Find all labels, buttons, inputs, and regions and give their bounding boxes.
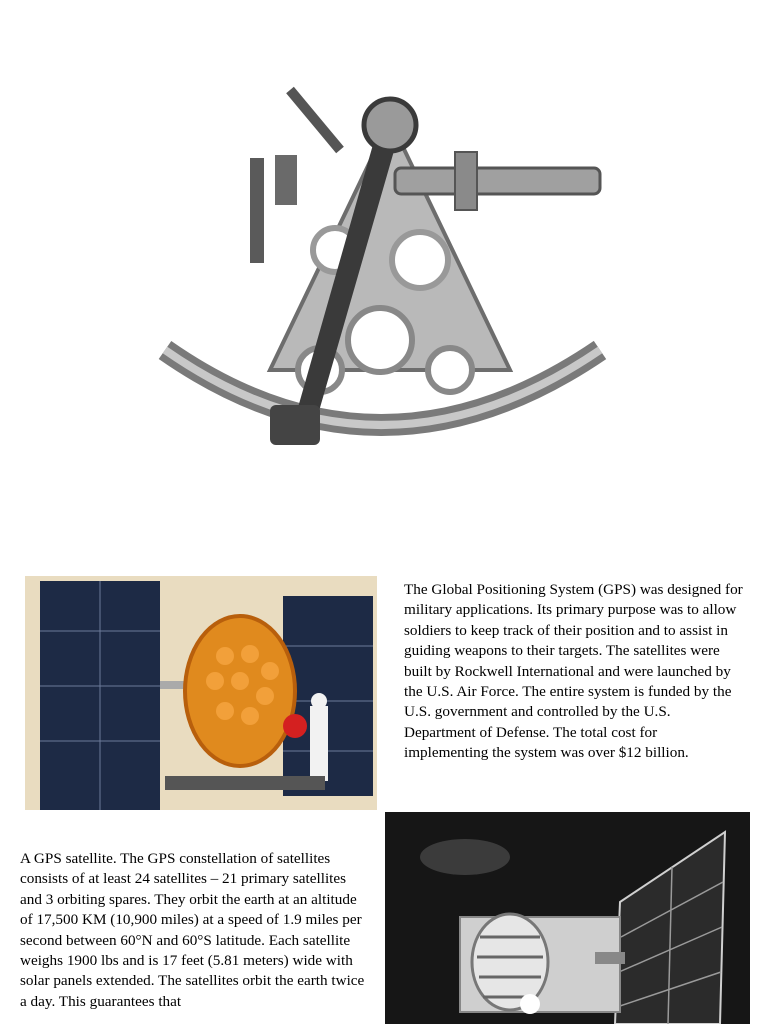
gps-overview-paragraph: The Global Positioning System (GPS) was designed for military applications. Its primary purpose was to allow soldiers to keep track of their position and to assist in guiding weapons to their targets. The satellites were built by Rockwell International and were launched by the U.S. Air Force. The entire system is funded by the U.S. government and controlled by the U.S. Department of Defense. The total cost for implementing the system was over $12 billion. (404, 581, 743, 762)
satellite-orbit-photo (385, 812, 750, 1024)
gps-satellite-paragraph: A GPS satellite. The GPS constellation of satellites consists of at least 24 satellites – 21 primary satellites and 3 orbiting spares. They orbit the earth at an altitude of 17,500 KM (10,900 miles) at a speed of 1.9 miles per second between 60°N and 60°S latitude. Each satellite weighs 1900 lbs and is 17 feet (5.81 meters) wide with solar panels extended. The satellites orbit the earth twice a day. This guarantees that (20, 850, 365, 1010)
sextant-illustration (150, 80, 620, 460)
satellite-assembly-photo (25, 576, 377, 810)
